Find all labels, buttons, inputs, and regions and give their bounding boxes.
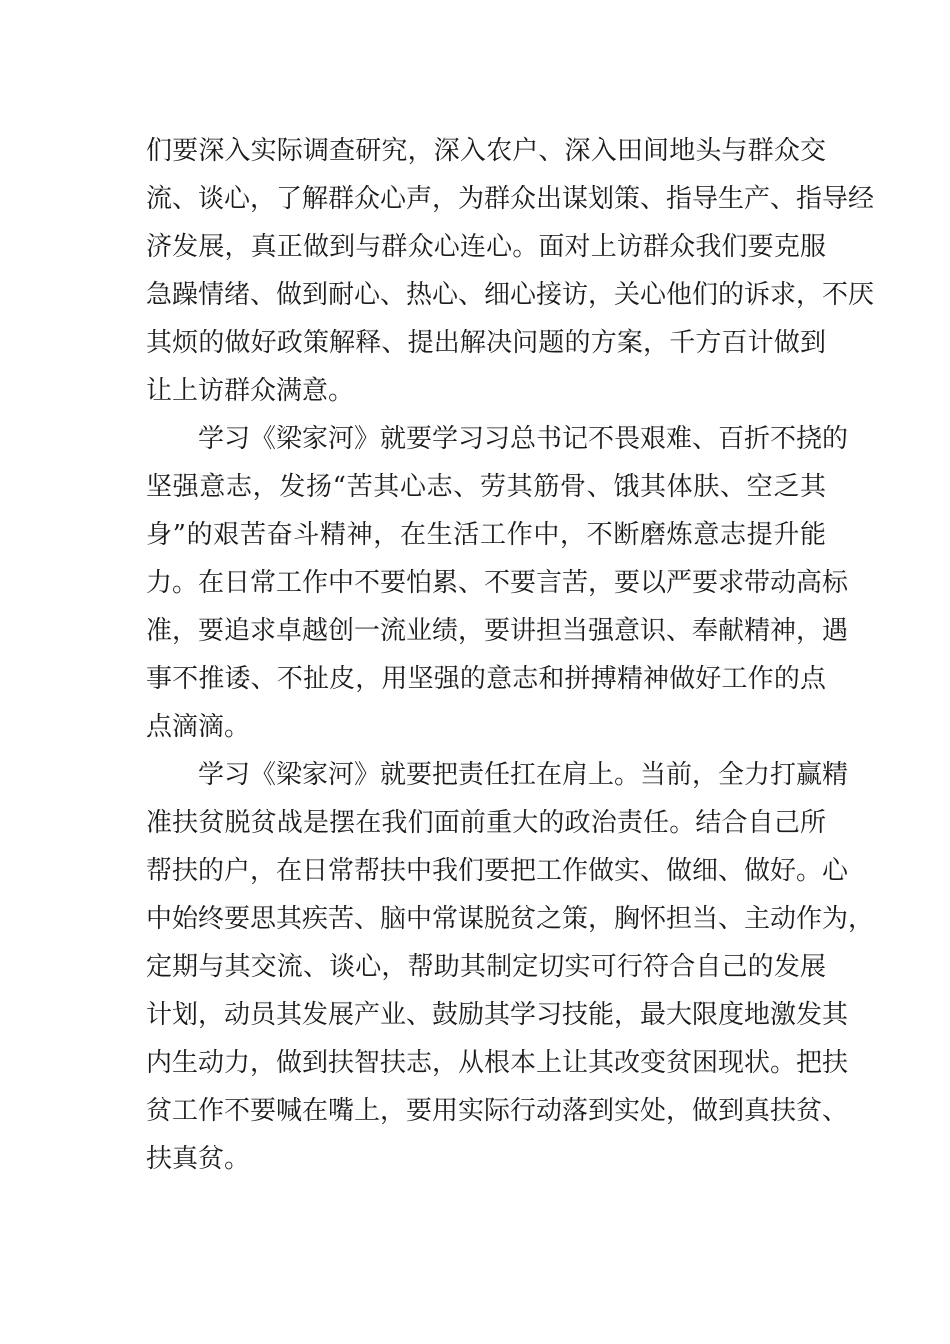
text-line: 扶真贫。 — [146, 1144, 251, 1174]
text-line: 帮扶的户，在日常帮扶中我们要把工作做实、做细、做好。心 — [146, 856, 849, 886]
text-line: 内生动力，做到扶智扶志，从根本上让其改变贫困现状。把扶 — [146, 1048, 849, 1078]
text-line: 定期与其交流、谈心，帮助其制定切实可行符合自己的发展 — [146, 952, 826, 982]
text-line: 事不推诿、不扯皮，用坚强的意志和拼搏精神做好工作的点 — [146, 664, 826, 694]
paragraph-start-line: 学习《梁家河》就要学习习总书记不畏艰难、百折不挠的 — [198, 424, 849, 454]
text-line: 们要深入实际调查研究，深入农户、深入田间地头与群众交 — [146, 136, 826, 166]
text-line: 急躁情绪、做到耐心、热心、细心接访，关心他们的诉求，不厌 — [146, 280, 875, 310]
text-line: 其烦的做好政策解释、提出解决问题的方案，千方百计做到 — [146, 328, 826, 358]
text-line: 中始终要思其疾苦、脑中常谋脱贫之策，胸怀担当、主动作为， — [146, 904, 875, 934]
text-line: 准，要追求卓越创一流业绩，要讲担当强意识、奉献精神，遇 — [146, 616, 849, 646]
text-line: 力。在日常工作中不要怕累、不要言苦，要以严要求带动高标 — [146, 568, 849, 598]
text-line: 身”的艰苦奋斗精神，在生活工作中，不断磨炼意志提升能 — [146, 520, 826, 550]
text-line: 坚强意志，发扬“苦其心志、劳其筋骨、饿其体肤、空乏其 — [146, 472, 826, 502]
text-line: 济发展，真正做到与群众心连心。面对上访群众我们要克服 — [146, 232, 826, 262]
text-line: 点滴滴。 — [146, 712, 251, 742]
text-line: 准扶贫脱贫战是摆在我们面前重大的政治责任。结合自己所 — [146, 808, 826, 838]
paragraph-start-line: 学习《梁家河》就要把责任扛在肩上。当前，全力打赢精 — [198, 760, 849, 790]
text-line: 计划，动员其发展产业、鼓励其学习技能，最大限度地激发其 — [146, 1000, 849, 1030]
body-text — [146, 127, 875, 1183]
text-line: 流、谈心，了解群众心声，为群众出谋划策、指导生产、指导经 — [146, 184, 875, 214]
text-line: 贫工作不要喊在嘴上，要用实际行动落到实处，做到真扶贫、 — [146, 1096, 849, 1126]
text-line: 让上访群众满意。 — [146, 376, 355, 406]
